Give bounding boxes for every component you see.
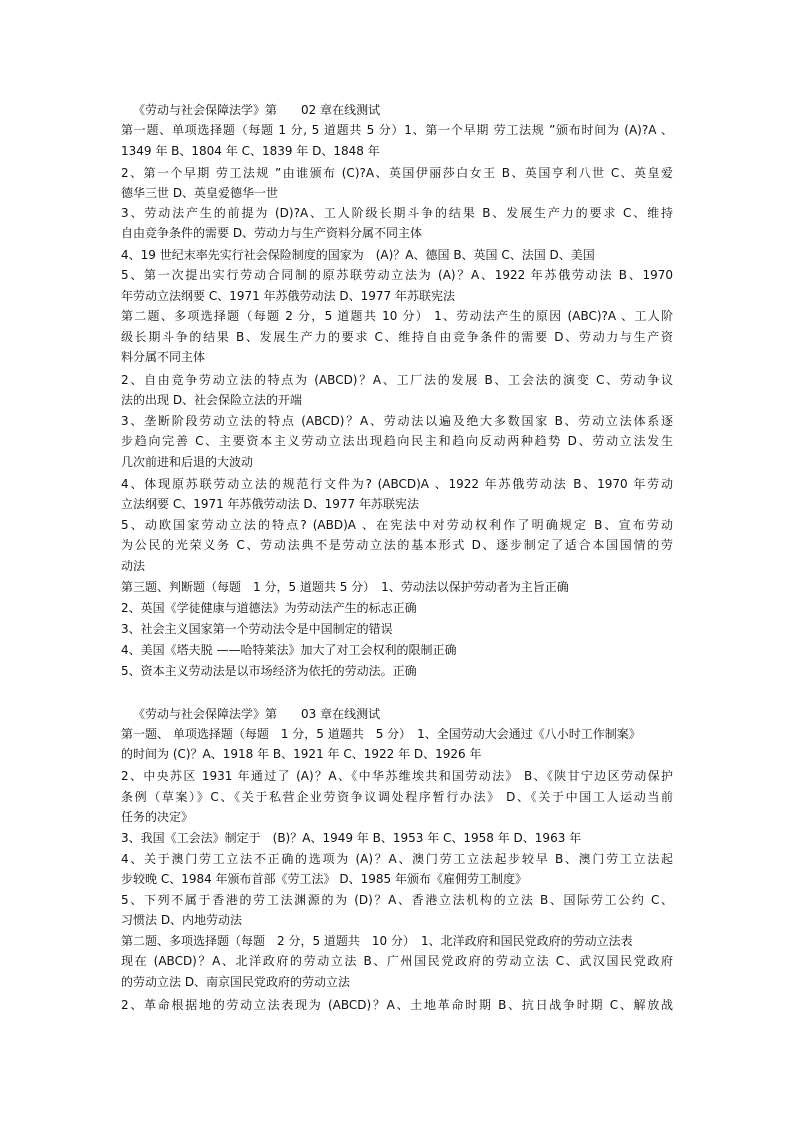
text-line: 2、中央苏区 1931 年通过了 (A)？A、《中华苏维埃共和国劳动法》 B、《陕甘宁边区劳动保护 — [121, 769, 673, 783]
text-line: 第一题、单项选择题（每题 1 分, 5 道题共 5 分）1、第一个早期 劳工法规 ”颁布时间为 (A)?A 、 — [121, 123, 673, 137]
text-line: 现在 (ABCD)？A、北洋政府的劳动立法 B、广州国民党政府的劳动立法 C、武汉国民党政府 — [121, 954, 673, 968]
text-line: 2、自由竞争劳动立法的特点为 (ABCD)？A、工厂法的发展 B、工会法的演变 C、劳动争议 — [121, 373, 673, 387]
text-line: 级长期斗争的结果 B、发展生产力的要求 C、维持自由竞争条件的需要 D、劳动力与生产资 — [121, 330, 673, 344]
text-line: 2、第一个早期 劳工法规 ”由谁颁布 (C)?A、英国伊丽莎白女王 B、英国亨利八世 C、英皇爱 — [121, 166, 673, 180]
text-line: 年劳动立法纲要 C、1971 年苏俄劳动法 D、1977 年苏联宪法 — [121, 289, 455, 303]
text-line: 的时间为 (C)？A、1918 年 B、1921 年 C、1922 年 D、1926 年 — [121, 747, 482, 761]
text-line: 5、第一次提出实行劳动合同制的原苏联劳动立法为 (A)？A、1922 年苏俄劳动法 B、1970 — [121, 268, 673, 282]
text-line: 德华三世 D、英皇爱德华一世 — [121, 186, 279, 200]
text-line: 5、资本主义劳动法是以市场经济为依托的劳动法。正确 — [121, 664, 417, 678]
text-line: 4、19 世纪末率先实行社会保险制度的国家为 (A)？A、德国 B、英国 C、法国 D、美国 — [121, 248, 595, 262]
text-line: 任务的决定》 — [121, 810, 194, 824]
text-line: 立法纲要 C、1971 年苏俄劳动法 D、1977 年苏联宪法 — [121, 497, 419, 511]
text-line: 步趋向完善 C、主要资本主义劳动立法出现趋向民主和趋向反动两种趋势 D、劳动立法发生 — [121, 434, 673, 448]
text-line: 5、动欧国家劳动立法的特点? (ABD)A 、在宪法中对劳动权利作了明确规定 B、宣布劳动 — [121, 518, 673, 532]
text-line: 2、英国《学徒健康与道德法》为劳动法产生的标志正确 — [121, 601, 417, 615]
text-line: 步较晚 C、1984 年颁布首部《劳工法》 D、1985 年颁布《雇佣劳工制度》 — [121, 872, 527, 886]
text-line: 第三题、判断题（每题 1 分，5 道题共 5 分） 1、劳动法以保护劳动者为主旨正确 — [121, 580, 569, 594]
text-line: 第二题、多项选择题（每题 2 分，5 道题共 10 分） 1、北洋政府和国民党政府的劳动立法表 — [121, 934, 633, 948]
text-line: 第一题、 单项选择题（每题 1 分，5 道题共 5 分） 1、全国劳动大会通过《八小时工作制案》 — [121, 727, 641, 741]
chapter-title: 《劳动与社会保障法学》第 03 章在线测试 — [133, 707, 381, 721]
text-line: 3、我国《工会法》制定于 (B)？A、1949 年 B、1953 年 C、1958 年 D、1963 年 — [121, 831, 582, 845]
text-line: 自由竞争条件的需要 D、劳动力与生产资料分属不同主体 — [121, 226, 423, 240]
text-line: 3、劳动法产生的前提为 (D)?A、工人阶级长期斗争的结果 B、发展生产力的要求 C、维持 — [121, 206, 673, 220]
text-line: 2、革命根据地的劳动立法表现为 (ABCD)？A、土地革命时期 B、抗日战争时期 C、解放战 — [121, 998, 673, 1012]
text-line: 4、体现原苏联劳动立法的规范行文件为? (ABCD)A 、1922 年苏俄劳动法 B、1970 年劳动 — [121, 477, 673, 491]
text-line: 5、下列不属于香港的劳工法渊源的为 (D)？A、香港立法机构的立法 B、国际劳工公约 C、 — [121, 893, 673, 907]
text-line: 法的出现 D、社会保险立法的开端 — [121, 393, 303, 407]
text-line: 4、关于澳门劳工立法不正确的选项为 (A)？A、澳门劳工立法起步较早 B、澳门劳工立法起 — [121, 852, 673, 866]
text-line: 4、美国《塔夫脱 ——哈特莱法》加大了对工会权利的限制正确 — [121, 643, 457, 657]
text-line: 条例（草案）》C、《关于私营企业劳资争议调处程序暂行办法》 D、《关于中国工人运动当前 — [121, 790, 673, 804]
chapter-title: 《劳动与社会保障法学》第 02 章在线测试 — [133, 103, 381, 117]
text-line: 的劳动立法 D、南京国民党政府的劳动立法 — [121, 975, 351, 989]
text-line: 1349 年 B、1804 年 C、1839 年 D、1848 年 — [121, 144, 380, 158]
text-line: 几次前进和后退的大波动 — [121, 455, 254, 469]
text-line: 习惯法 D、内地劳动法 — [121, 913, 243, 927]
text-line: 3、社会主义国家第一个劳动法令是中国制定的错误 — [121, 622, 393, 636]
text-line: 第二题、多项选择题（每题 2 分，5 道题共 10 分） 1、劳动法产生的原因 (ABC)?A 、工人阶 — [121, 309, 673, 323]
text-line: 为公民的光荣义务 C、劳动法典不是劳动立法的基本形式 D、逐步制定了适合本国国情的劳 — [121, 538, 673, 552]
text-line: 料分属不同主体 — [121, 350, 206, 364]
text-line: 动法 — [121, 559, 146, 573]
text-line: 3、垄断阶段劳动立法的特点 (ABCD)？A、劳动法以遍及绝大多数国家 B、劳动立法体系逐 — [121, 414, 673, 428]
